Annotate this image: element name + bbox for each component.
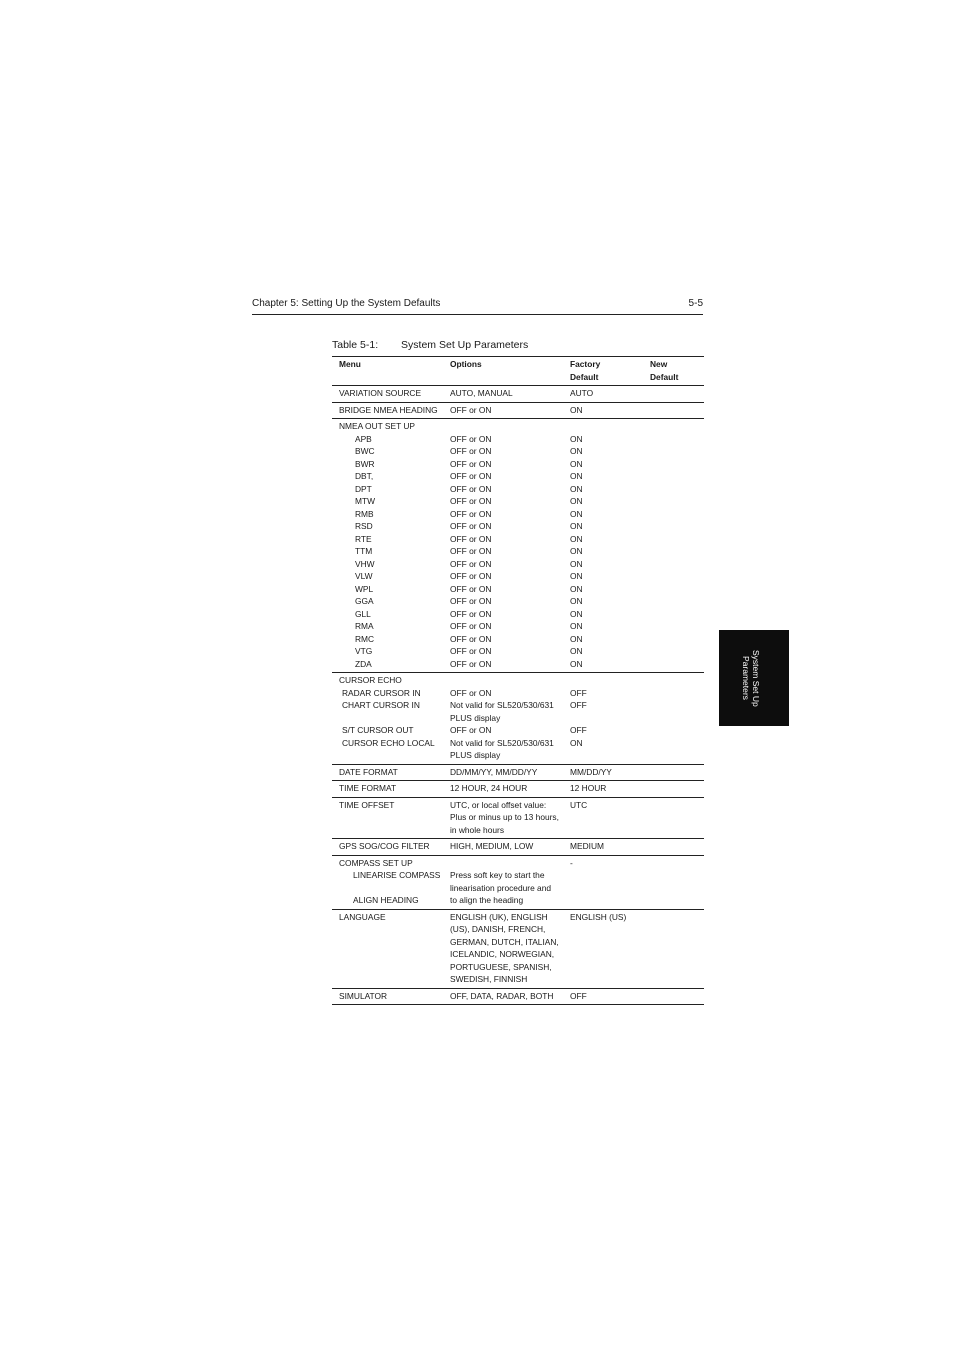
options-cell: AUTO, MANUAL (450, 388, 513, 398)
factory-default-cell: ON (570, 446, 583, 456)
table-row (332, 673, 704, 765)
options-cell: (US), DANISH, FRENCH, (450, 924, 546, 934)
table-line (332, 749, 704, 762)
table-row (332, 386, 704, 403)
menu-cell: RMC (355, 633, 375, 644)
factory-default-cell: ON (570, 737, 583, 748)
table-line (332, 973, 704, 986)
options-cell: Not valid for SL520/530/631 (450, 700, 554, 710)
options-cell: 12 HOUR, 24 HOUR (450, 783, 528, 793)
options-cell: Press soft key to start the (450, 870, 545, 880)
table-row (332, 419, 704, 673)
side-tab-label (741, 636, 761, 720)
factory-default-cell: ON (570, 533, 583, 544)
menu-cell: GGA (355, 596, 374, 606)
factory-default-cell: MEDIUM (570, 841, 604, 851)
table-line (332, 674, 704, 687)
table-line (332, 737, 704, 750)
table-line (332, 533, 704, 546)
menu-cell: VTG (355, 646, 373, 656)
factory-default-cell: ON (570, 458, 583, 469)
page-number: 5-5 (688, 298, 703, 309)
table-line (332, 445, 704, 458)
factory-default-cell: ON (570, 508, 583, 519)
options-cell: OFF or ON (450, 633, 492, 644)
options-cell: OFF or ON (450, 533, 492, 544)
table-line (332, 869, 704, 882)
table-line (332, 508, 704, 521)
options-cell: OFF or ON (450, 558, 492, 569)
table-line (332, 782, 704, 795)
table-line (332, 824, 704, 837)
table-line (332, 724, 704, 737)
table-line (332, 948, 704, 961)
options-cell: OFF or ON (450, 546, 492, 556)
options-cell: OFF or ON (450, 496, 492, 506)
table-line (332, 687, 704, 700)
table-line (332, 545, 704, 558)
menu-cell: TIME FORMAT (339, 783, 397, 793)
table-line (332, 923, 704, 936)
table-label: Table 5-1: (332, 339, 379, 351)
options-cell: OFF or ON (450, 458, 492, 469)
options-cell: ICELANDIC, NORWEGIAN, (450, 949, 555, 959)
table-line (332, 894, 704, 907)
table-row (332, 765, 704, 782)
running-head (252, 297, 703, 315)
menu-cell: RSD (355, 521, 373, 531)
table-row (332, 781, 704, 798)
factory-default-cell: - (570, 857, 573, 868)
table-line (332, 766, 704, 779)
table-line (332, 483, 704, 496)
header-menu: Menu (339, 359, 361, 369)
header-factory-default-line1: Factory (570, 359, 601, 369)
factory-default-cell: AUTO (570, 388, 594, 398)
menu-cell: BRIDGE NMEA HEADING (339, 404, 438, 415)
table-line (332, 645, 704, 658)
table-line (332, 799, 704, 812)
table-row (332, 856, 704, 910)
factory-default-cell: ON (570, 521, 583, 531)
menu-cell: LANGUAGE (339, 911, 386, 922)
factory-default-cell: MM/DD/YY (570, 766, 612, 777)
header-factory-default-line2: Default (570, 371, 599, 382)
menu-cell: DBT, (355, 471, 374, 481)
options-cell: to align the heading (450, 895, 524, 905)
options-cell: OFF or ON (450, 508, 492, 519)
table-line (332, 595, 704, 608)
table-line (332, 570, 704, 583)
table-header-row (332, 357, 704, 386)
factory-default-cell: ON (570, 608, 583, 619)
factory-default-cell: OFF (570, 725, 587, 735)
table-line (332, 911, 704, 924)
factory-default-cell: OFF (570, 700, 587, 710)
menu-cell: RTE (355, 533, 372, 544)
options-cell: PLUS display (450, 712, 501, 723)
options-cell: ENGLISH (UK), ENGLISH (450, 911, 548, 922)
factory-default-cell: OFF (570, 687, 587, 698)
factory-default-cell: ON (570, 571, 583, 581)
factory-default-cell: OFF (570, 990, 587, 1001)
table-row (332, 839, 704, 856)
chapter-title: Chapter 5: Setting Up the System Defaults (252, 298, 441, 309)
options-cell: OFF or ON (450, 433, 492, 444)
table-title: System Set Up Parameters (401, 339, 529, 351)
table-line (332, 633, 704, 646)
factory-default-cell: ON (570, 633, 583, 644)
chapter-side-tab (719, 630, 789, 726)
table-line (332, 433, 704, 446)
options-cell: UTC, or local offset value: (450, 799, 547, 810)
options-cell: OFF or ON (450, 583, 492, 594)
options-cell: OFF or ON (450, 471, 492, 481)
factory-default-cell: ON (570, 546, 583, 556)
options-cell: OFF, DATA, RADAR, BOTH (450, 990, 554, 1001)
factory-default-cell: ON (570, 646, 583, 656)
table-line (332, 712, 704, 725)
options-cell: linearisation procedure and (450, 882, 552, 893)
menu-cell: CURSOR ECHO (339, 675, 402, 685)
parameters-table (332, 356, 704, 1005)
options-cell: OFF or ON (450, 608, 492, 619)
options-cell: OFF or ON (450, 658, 492, 669)
factory-default-cell: ON (570, 496, 583, 506)
menu-cell: DATE FORMAT (339, 766, 398, 777)
factory-default-cell: ON (570, 404, 583, 415)
menu-cell: RADAR CURSOR IN (342, 687, 421, 698)
menu-cell: CURSOR ECHO LOCAL (342, 737, 435, 748)
menu-cell: NMEA OUT SET UP (339, 421, 416, 431)
table-row (332, 910, 704, 989)
header-new-default-line1: New (650, 359, 668, 369)
side-tab-line2: Parameters (741, 656, 751, 700)
menu-cell: TIME OFFSET (339, 799, 395, 810)
menu-cell: LINEARISE COMPASS (353, 870, 441, 880)
factory-default-cell: ON (570, 558, 583, 569)
options-cell: OFF or ON (450, 483, 492, 494)
menu-cell: BWR (355, 458, 375, 469)
menu-cell: S/T CURSOR OUT (342, 725, 414, 735)
factory-default-cell: ON (570, 483, 583, 494)
factory-default-cell: ON (570, 596, 583, 606)
options-cell: OFF or ON (450, 725, 492, 735)
table-line (332, 811, 704, 824)
factory-default-cell: ON (570, 621, 583, 631)
options-cell: in whole hours (450, 824, 505, 835)
options-cell: OFF or ON (450, 621, 492, 631)
menu-cell: MTW (355, 496, 375, 506)
options-cell: HIGH, MEDIUM, LOW (450, 841, 534, 851)
table-line (332, 658, 704, 671)
factory-default-cell: 12 HOUR (570, 783, 607, 793)
options-cell: Plus or minus up to 13 hours, (450, 812, 559, 822)
table-line (332, 608, 704, 621)
table-line (332, 961, 704, 974)
menu-cell: RMB (355, 508, 374, 519)
table-row (332, 403, 704, 420)
menu-cell: GLL (355, 608, 371, 619)
table-line (332, 990, 704, 1003)
factory-default-cell: ON (570, 658, 583, 669)
table-caption (332, 338, 528, 352)
table-line (332, 620, 704, 633)
factory-default-cell: ON (570, 583, 583, 594)
table-line (332, 699, 704, 712)
table-line (332, 583, 704, 596)
table-line (332, 840, 704, 853)
menu-cell: SIMULATOR (339, 990, 388, 1001)
options-cell: DD/MM/YY, MM/DD/YY (450, 766, 538, 777)
options-cell: SWEDISH, FINNISH (450, 974, 528, 984)
table-line (332, 558, 704, 571)
menu-cell: RMA (355, 621, 374, 631)
options-cell: OFF or ON (450, 404, 492, 415)
menu-cell: VLW (355, 571, 373, 581)
table-line (332, 404, 704, 417)
menu-cell: GPS SOG/COG FILTER (339, 841, 430, 851)
menu-cell: BWC (355, 446, 375, 456)
factory-default-cell: UTC (570, 799, 588, 810)
header-options: Options (450, 359, 482, 369)
table-line (332, 420, 704, 433)
options-cell: OFF or ON (450, 446, 492, 456)
table-line (332, 495, 704, 508)
options-cell: OFF or ON (450, 571, 492, 581)
factory-default-cell: ENGLISH (US) (570, 911, 627, 922)
table-line (332, 857, 704, 870)
table-row (332, 989, 704, 1006)
options-cell: PLUS display (450, 750, 501, 760)
options-cell: Not valid for SL520/530/631 (450, 737, 554, 748)
options-cell: PORTUGUESE, SPANISH, (450, 961, 552, 972)
table-row (332, 798, 704, 840)
menu-cell: APB (355, 433, 372, 444)
menu-cell: VARIATION SOURCE (339, 388, 422, 398)
options-cell: OFF or ON (450, 521, 492, 531)
header-new-default-line2: Default (650, 371, 679, 382)
options-cell: OFF or ON (450, 687, 492, 698)
menu-cell: DPT (355, 483, 372, 494)
side-tab-line1: System Set Up (751, 649, 761, 707)
table-line (332, 458, 704, 471)
table-line (332, 882, 704, 895)
table-line (332, 520, 704, 533)
menu-cell: ZDA (355, 658, 372, 669)
factory-default-cell: ON (570, 433, 583, 444)
menu-cell: WPL (355, 583, 374, 594)
menu-cell: COMPASS SET UP (339, 857, 413, 868)
factory-default-cell: ON (570, 471, 583, 481)
menu-cell: ALIGN HEADING (353, 895, 419, 905)
menu-cell: TTM (355, 546, 373, 556)
options-cell: OFF or ON (450, 596, 492, 606)
options-cell: GERMAN, DUTCH, ITALIAN, (450, 936, 559, 947)
table-line (332, 470, 704, 483)
table-line (332, 387, 704, 400)
menu-cell: VHW (355, 558, 375, 569)
options-cell: OFF or ON (450, 646, 492, 656)
menu-cell: CHART CURSOR IN (342, 700, 420, 710)
table-line (332, 936, 704, 949)
